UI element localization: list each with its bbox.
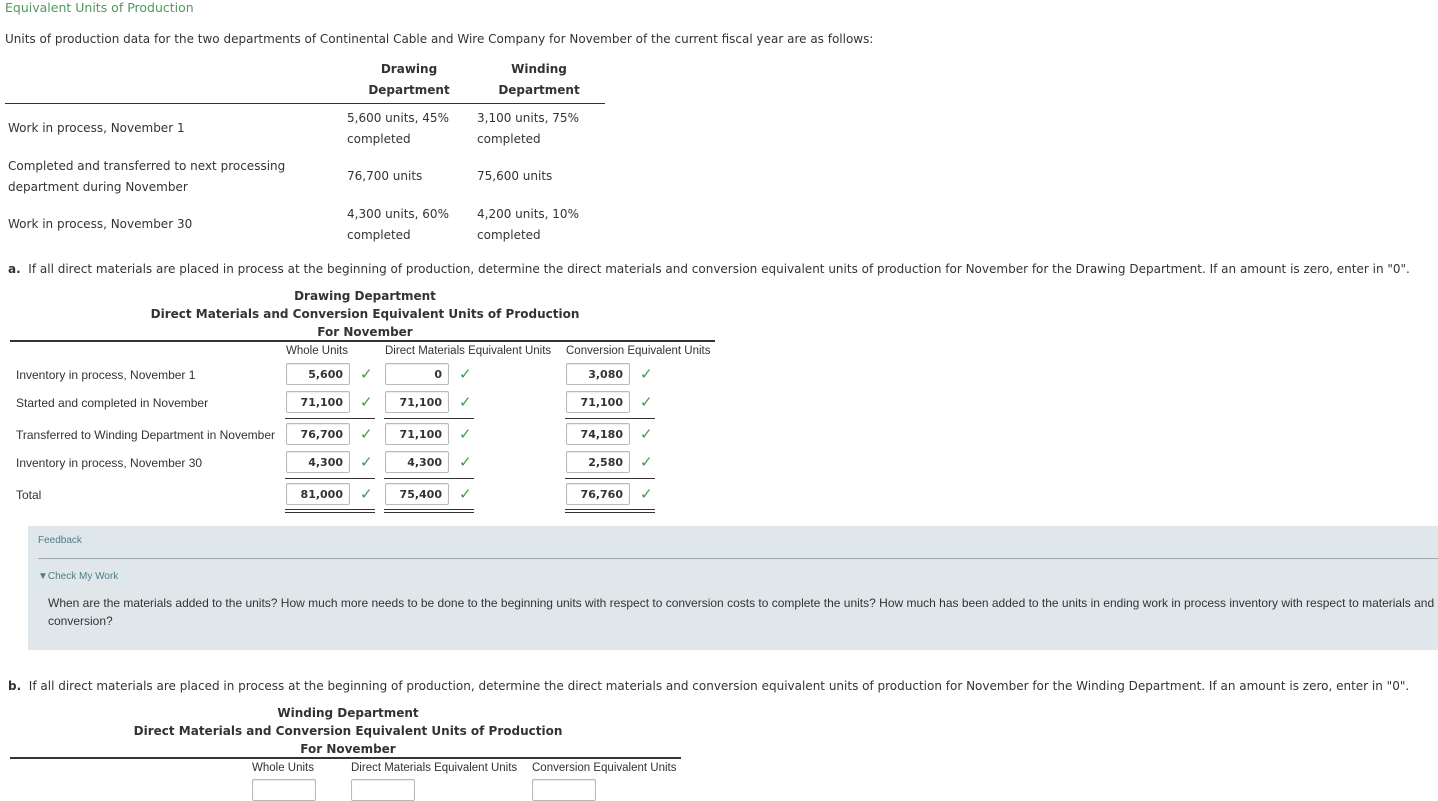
input-conv-started[interactable]: 71,100	[566, 391, 630, 413]
total-rule	[384, 478, 474, 479]
feedback-divider	[38, 558, 1438, 559]
winding-col-header-line2: Department	[498, 83, 580, 97]
worksheet-b-title3: For November	[300, 742, 396, 756]
correct-check-icon: ✓	[459, 453, 472, 471]
drawing-col-header-line2: Department	[368, 83, 450, 97]
question-a-letter: a.	[8, 262, 21, 276]
row-label-completed-line1: Completed and transferred to next processing	[8, 159, 286, 173]
worksheet-a-title2: Direct Materials and Conversion Equivalent Units of Production	[150, 307, 580, 321]
drawing-col-header-line1: Drawing	[380, 62, 438, 76]
row-label-nov1: Inventory in process, November 1	[16, 368, 196, 382]
row-label-wip-nov1: Work in process, November 1	[8, 121, 185, 135]
col-header-dm-units: Direct Materials Equivalent Units	[385, 345, 552, 357]
correct-check-icon: ✓	[360, 393, 373, 411]
question-a	[8, 262, 1410, 276]
winding-wip-nov30-status: completed	[477, 228, 541, 242]
worksheet-b-title2: Direct Materials and Conversion Equivalent Units of Production	[133, 724, 563, 738]
input-dm-started[interactable]: 71,100	[385, 391, 449, 413]
row-label-completed-line2: department during November	[8, 180, 188, 194]
feedback-text: When are the materials added to the units? How much more needs to be done to the beginning units with respect to conversion costs to complete the units? How much has been added to the units in ending work in process inventory with respect to materials and conversion?	[48, 596, 1435, 628]
winding-wip-nov1: 3,100 units, 75%	[477, 111, 579, 125]
feedback-panel	[28, 526, 1438, 650]
input-whole-nov1[interactable]: 5,600	[286, 363, 350, 385]
correct-check-icon: ✓	[360, 485, 373, 503]
total-rule	[565, 478, 655, 479]
correct-check-icon: ✓	[640, 425, 653, 443]
correct-check-icon: ✓	[459, 393, 472, 411]
worksheet-a-top-rule	[10, 340, 715, 342]
correct-check-icon: ✓	[360, 365, 373, 383]
winding-input-partial[interactable]	[351, 779, 415, 801]
input-dm-transferred[interactable]: 71,100	[385, 423, 449, 445]
question-b-letter: b.	[8, 679, 22, 693]
feedback-label: Feedback	[38, 535, 82, 546]
col-header-whole-units: Whole Units	[286, 345, 348, 357]
page-title: Equivalent Units of Production	[5, 0, 194, 15]
drawing-wip-nov30: 4,300 units, 60%	[347, 207, 449, 221]
row-label-transferred: Transferred to Winding Department in November	[16, 428, 275, 442]
winding-completed: 75,600 units	[477, 169, 553, 183]
col-header-conv-units-b: Conversion Equivalent Units	[532, 762, 677, 774]
col-header-whole-units-b: Whole Units	[252, 762, 314, 774]
worksheet-b-top-rule	[10, 757, 681, 759]
correct-check-icon: ✓	[459, 485, 472, 503]
row-label-wip-nov30: Work in process, November 30	[8, 217, 193, 231]
drawing-wip-nov30-status: completed	[347, 228, 411, 242]
correct-check-icon: ✓	[640, 485, 653, 503]
drawing-wip-nov1: 5,600 units, 45%	[347, 111, 449, 125]
worksheet-a-title1: Drawing Department	[294, 289, 436, 303]
intro-text: Units of production data for the two departments of Continental Cable and Wire Company for November of the current fiscal year are as follows:	[5, 32, 874, 46]
input-whole-nov30[interactable]: 4,300	[286, 451, 350, 473]
question-b	[8, 679, 1409, 693]
row-label-nov30: Inventory in process, November 30	[16, 456, 203, 470]
question-b-text: If all direct materials are placed in process at the beginning of production, determine the direct materials and conversion equivalent units of production for November for the Winding Department. If an amount is zero, enter in "0".	[28, 679, 1410, 693]
drawing-wip-nov1-status: completed	[347, 132, 411, 146]
input-dm-nov1[interactable]: 0	[385, 363, 449, 385]
input-dm-total[interactable]: 75,400	[385, 483, 449, 505]
input-conv-nov1[interactable]: 3,080	[566, 363, 630, 385]
input-whole-transferred[interactable]: 76,700	[286, 423, 350, 445]
input-whole-total[interactable]: 81,000	[286, 483, 350, 505]
table-header-rule	[5, 103, 605, 104]
total-double-rule	[384, 509, 474, 513]
col-header-conv-units: Conversion Equivalent Units	[566, 345, 711, 357]
worksheet-a-title3: For November	[317, 325, 413, 339]
correct-check-icon: ✓	[640, 393, 653, 411]
winding-wip-nov1-status: completed	[477, 132, 541, 146]
correct-check-icon: ✓	[459, 425, 472, 443]
row-label-total: Total	[16, 488, 42, 502]
total-double-rule	[285, 509, 375, 513]
total-double-rule	[565, 509, 655, 513]
input-conv-nov30[interactable]: 2,580	[566, 451, 630, 473]
input-conv-total[interactable]: 76,760	[566, 483, 630, 505]
drawing-completed: 76,700 units	[347, 169, 423, 183]
correct-check-icon: ✓	[459, 365, 472, 383]
total-rule	[285, 478, 375, 479]
winding-input-partial[interactable]	[532, 779, 596, 801]
subtotal-rule	[565, 418, 655, 419]
winding-wip-nov30: 4,200 units, 10%	[477, 207, 579, 221]
input-whole-started[interactable]: 71,100	[286, 391, 350, 413]
correct-check-icon: ✓	[640, 453, 653, 471]
subtotal-rule	[285, 418, 375, 419]
correct-check-icon: ✓	[360, 425, 373, 443]
worksheet-b-title1: Winding Department	[277, 706, 419, 720]
winding-col-header-line1: Winding	[511, 62, 567, 76]
check-my-work-toggle[interactable]: ▼Check My Work	[38, 571, 119, 582]
correct-check-icon: ✓	[640, 365, 653, 383]
col-header-dm-units-b: Direct Materials Equivalent Units	[351, 762, 518, 774]
input-conv-transferred[interactable]: 74,180	[566, 423, 630, 445]
correct-check-icon: ✓	[360, 453, 373, 471]
subtotal-rule	[384, 418, 474, 419]
question-a-text: If all direct materials are placed in process at the beginning of production, determine the direct materials and conversion equivalent units of production for November for the Drawing Department. If an amount is zero, enter in "0".	[28, 262, 1410, 276]
row-label-started: Started and completed in November	[16, 396, 209, 410]
input-dm-nov30[interactable]: 4,300	[385, 451, 449, 473]
winding-input-partial[interactable]	[252, 779, 316, 801]
